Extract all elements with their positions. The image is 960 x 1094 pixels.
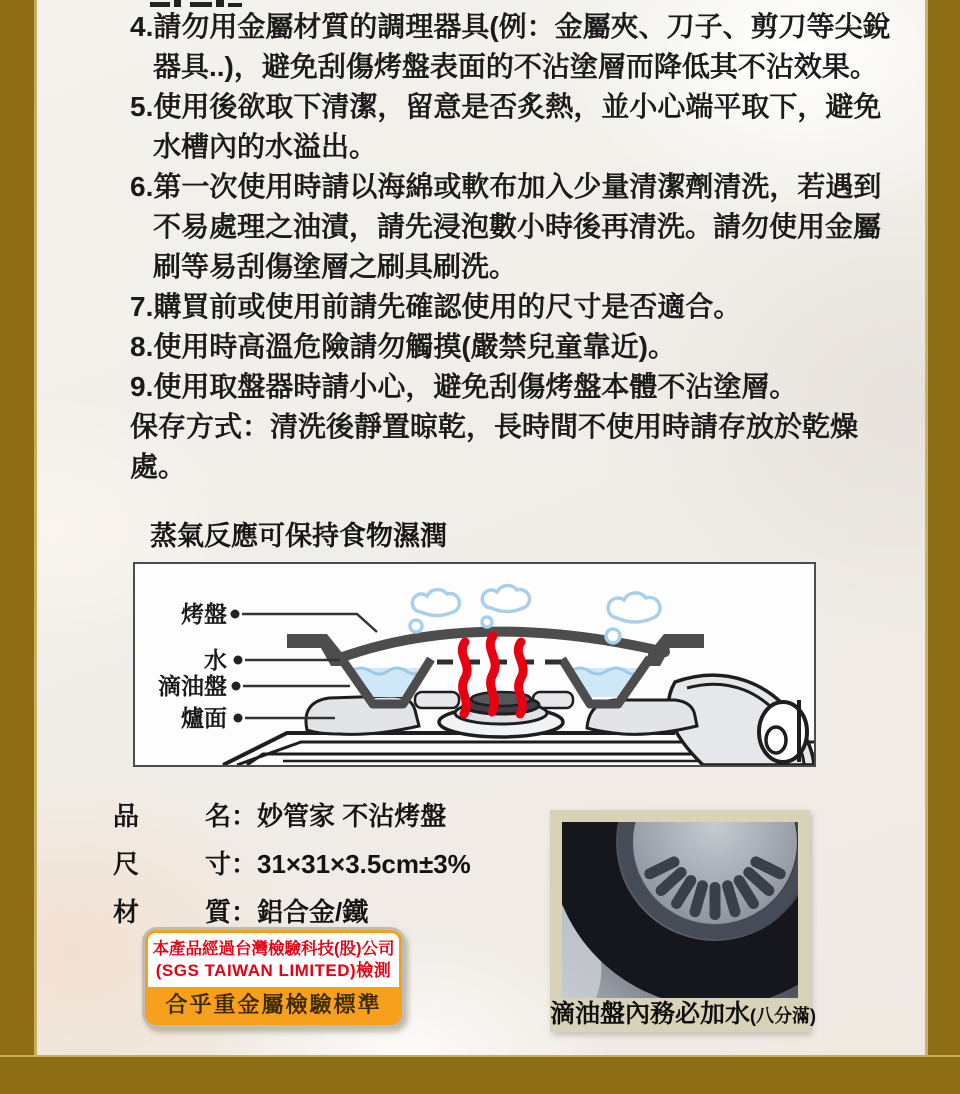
instruction-list — [130, 7, 908, 487]
diagram-label-stove-surface: 爐面 — [181, 705, 227, 731]
item-number: 4. — [130, 11, 154, 42]
spec-label: 品 名 — [113, 801, 231, 831]
item-text: 購買前或使用前請先確認使用的尺寸是否適合。 — [153, 291, 742, 322]
photo-caption — [550, 994, 817, 1030]
instruction-item-7 — [130, 287, 908, 327]
spec-value: 鋁合金/鐵 — [257, 897, 369, 927]
item-number: 7. — [130, 291, 154, 322]
spec-label: 尺 寸 — [113, 849, 231, 879]
gold-border-bottom — [0, 1055, 960, 1094]
sgs-certification-badge — [142, 927, 405, 1028]
instruction-item-4 — [130, 7, 908, 87]
item-text: 使用時高溫危險請勿觸摸(嚴禁兒童靠近)。 — [153, 331, 677, 362]
cert-line1: 本產品經過台灣檢驗科技(股)公司 — [152, 939, 395, 958]
drip-pan-photo — [562, 822, 798, 998]
instruction-item-8 — [130, 327, 908, 367]
spec-value: 31×31×3.5cm±3% — [257, 849, 471, 879]
storage-label: 保存方式： — [130, 411, 271, 442]
cert-line2: (SGS TAIWAN LIMITED)檢測 — [155, 960, 392, 980]
spec-row-material: 材 質 ： 鋁合金/鐵 — [113, 892, 368, 929]
gold-border-right — [925, 0, 960, 1094]
item-number: 9. — [130, 371, 154, 402]
stove-diagram-art — [135, 564, 814, 765]
spec-row-size: 尺 寸 ： 31×31×3.5cm±3% — [113, 844, 471, 881]
photo-caption-sub: (八分滿) — [750, 1006, 817, 1026]
photo-caption-main: 滴油盤內務必加水 — [550, 1000, 751, 1028]
spec-row-name: 品 名 ： 妙管家 不沾烤盤 — [113, 796, 446, 833]
item-text: 使用取盤器時請小心，避免刮傷烤盤本體不沾塗層。 — [153, 371, 798, 402]
gold-border-left — [0, 0, 37, 1094]
diagram-label-water: 水 — [204, 647, 227, 673]
item-number: 5. — [130, 91, 154, 122]
cert-footer: 合乎重金屬檢驗標準 — [148, 987, 399, 1022]
item-number: 8. — [130, 331, 154, 362]
item-text: 第一次使用時請以海綿或軟布加入少量清潔劑清洗，若遇到不易處理之油漬，請先浸泡數小時後再清洗。請勿使用金屬刷等易刮傷塗層之刷具刷洗。 — [153, 171, 882, 282]
diagram-label-drip-pan: 滴油盤 — [158, 673, 227, 699]
drip-pan-photo-frame — [550, 810, 817, 1032]
storage-text: 清洗後靜置晾乾，長時間不使用時請存放於乾燥處。 — [130, 411, 859, 482]
steam-section-heading: 蒸氣反應可保持食物濕潤 — [150, 521, 447, 551]
diagram-label-pan: 烤盤 — [181, 601, 227, 627]
instruction-item-6 — [130, 167, 908, 287]
storage-method-line — [130, 407, 908, 487]
spec-label: 材 質 — [113, 897, 231, 927]
item-number: 6. — [130, 171, 154, 202]
content-background — [37, 0, 925, 1057]
instruction-item-5 — [130, 87, 908, 167]
item-text: 使用後欲取下清潔，留意是否炙熱，並小心端平取下，避免水槽內的水溢出。 — [153, 91, 882, 162]
stove-diagram — [133, 562, 816, 767]
item-text: 請勿用金屬材質的調理器具(例：金屬夾、刀子、剪刀等尖銳器具..)，避免刮傷烤盤表面的不沾塗層而降低其不沾效果。 — [153, 11, 891, 82]
instruction-item-9 — [130, 367, 908, 407]
spec-value: 妙管家 不沾烤盤 — [257, 801, 447, 831]
